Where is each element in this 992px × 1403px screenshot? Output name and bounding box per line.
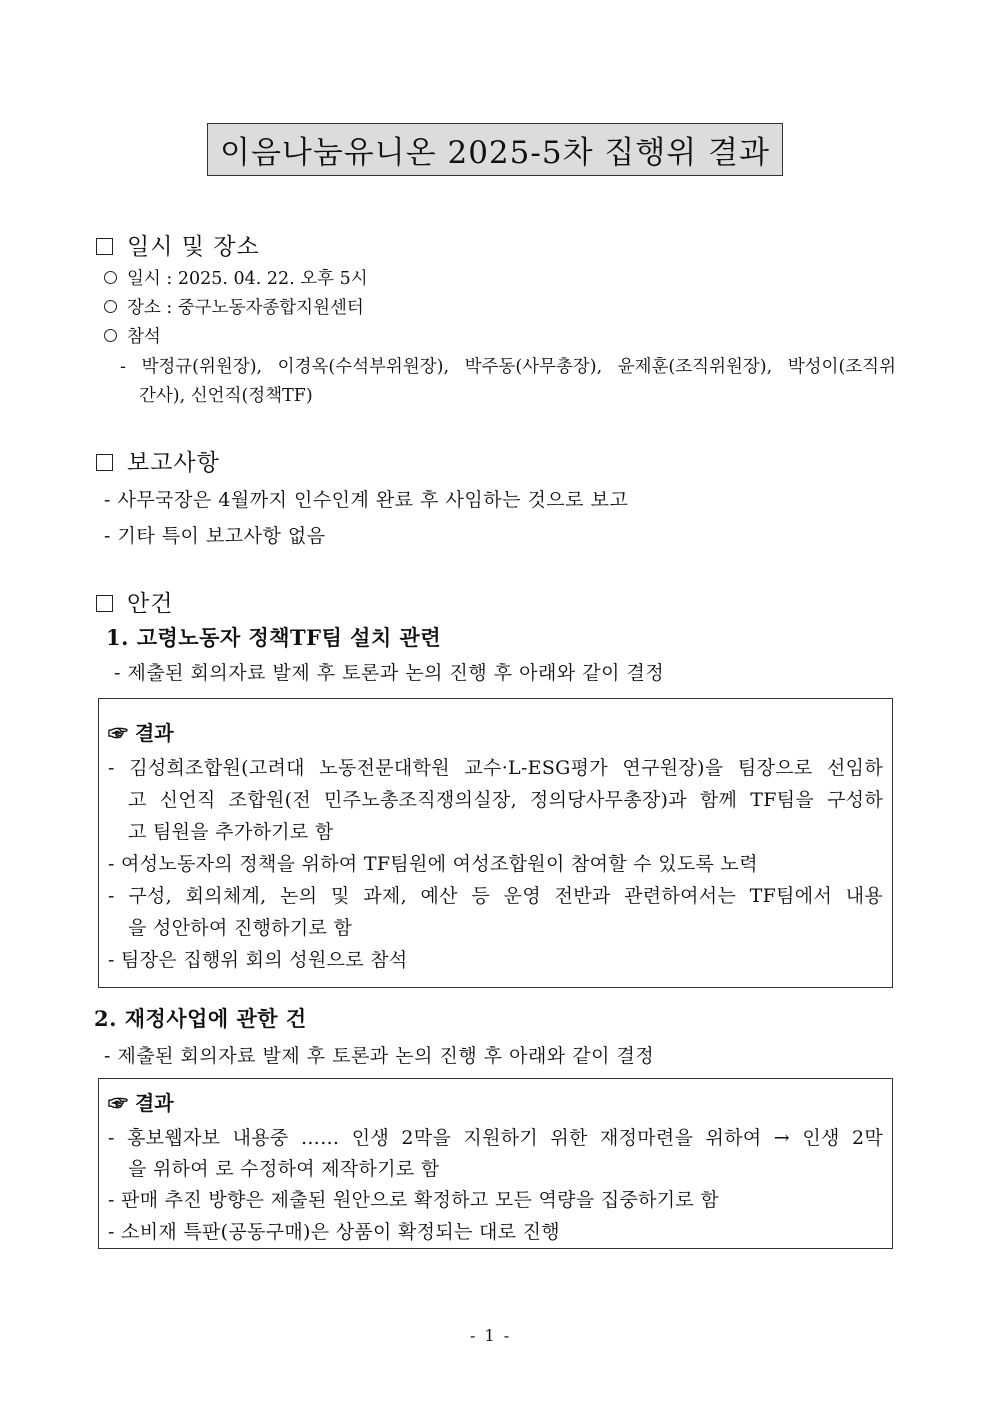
agenda-2-intro: - 제출된 회의자료 발제 후 토론과 논의 진행 후 아래와 같이 결정	[104, 1045, 655, 1067]
agenda-1-result-line: 고 신언직 조합원(전 민주노총조직쟁의실장, 정의당사무총장)과 함께 TF팀을 구성하	[128, 789, 883, 811]
agenda-2-result-line: 을 위하여 로 수정하여 제작하기로 함	[128, 1158, 440, 1180]
document-title-box	[207, 123, 783, 176]
agenda-1-intro: - 제출된 회의자료 발제 후 토론과 논의 진행 후 아래와 같이 결정	[114, 662, 665, 684]
place-line: 장소 : 중구노동자종합지원센터	[104, 294, 364, 319]
checkbox-icon	[96, 238, 113, 255]
attendees-list-line1: - 박정규(위원장), 이경옥(수석부위원장), 박주동(사무총장), 윤제훈(조직위원장), 박성이(조직위	[120, 357, 896, 377]
agenda-1-result-line: - 김성희조합원(고려대 노동전문대학원 교수·L-ESG평가 연구원장)을 팀장으로 선임하	[108, 757, 883, 779]
agenda-2-result-box	[98, 1078, 893, 1249]
attendees-list-line2: 간사), 신언직(정책TF)	[139, 386, 313, 406]
agenda-2-result-line: - 판매 추진 방향은 제출된 원안으로 확정하고 모든 역량을 집중하기로 함	[108, 1189, 720, 1211]
report-item-1: - 사무국장은 4월까지 인수인계 완료 후 사임하는 것으로 보고	[104, 489, 629, 511]
report-item-2: - 기타 특이 보고사항 없음	[104, 525, 326, 547]
page-number: - 1 -	[470, 1326, 512, 1345]
checkbox-icon	[96, 454, 113, 471]
agenda-2-title: 2. 재정사업에 관한 건	[94, 1006, 307, 1031]
section-heading-report: 보고사항	[96, 444, 220, 477]
agenda-1-result-line: 을 성안하여 진행하기로 함	[128, 917, 353, 939]
section-heading-agenda: 안건	[96, 585, 173, 618]
checkbox-icon	[96, 595, 113, 612]
circle-bullet-icon	[104, 271, 117, 284]
document-title: 이음나눔유니온 2025-5차 집행위 결과	[220, 135, 770, 171]
agenda-2-result-line: - 홍보웹자보 내용중 …… 인생 2막을 지원하기 위한 재정마련을 위하여 → 인생 2막	[108, 1127, 883, 1149]
agenda-1-result-line: - 팀장은 집행위 회의 성원으로 참석	[108, 949, 408, 971]
circle-bullet-icon	[104, 329, 117, 342]
agenda-1-result-line: 고 팀원을 추가하기로 함	[128, 821, 334, 843]
circle-bullet-icon	[104, 300, 117, 313]
agenda-1-title: 1. 고령노동자 정책TF팀 설치 관련	[106, 625, 442, 650]
attendees-label: 참석	[104, 323, 161, 348]
agenda-1-result-label: ☞ 결과	[108, 721, 174, 745]
agenda-1-result-line: - 구성, 회의체계, 논의 및 과제, 예산 등 운영 전반과 관련하여서는 TF팀에서 내용	[108, 885, 883, 907]
agenda-1-result-box	[98, 698, 893, 988]
agenda-1-result-line: - 여성노동자의 정책을 위하여 TF팀원에 여성조합원이 참여할 수 있도록 노력	[108, 853, 758, 875]
agenda-2-result-label: ☞ 결과	[108, 1091, 174, 1115]
section-heading-datetime-place: 일시 및 장소	[96, 228, 260, 261]
datetime-line: 일시 : 2025. 04. 22. 오후 5시	[104, 265, 368, 290]
agenda-2-result-line: - 소비재 특판(공동구매)은 상품이 확정되는 대로 진행	[108, 1221, 560, 1243]
